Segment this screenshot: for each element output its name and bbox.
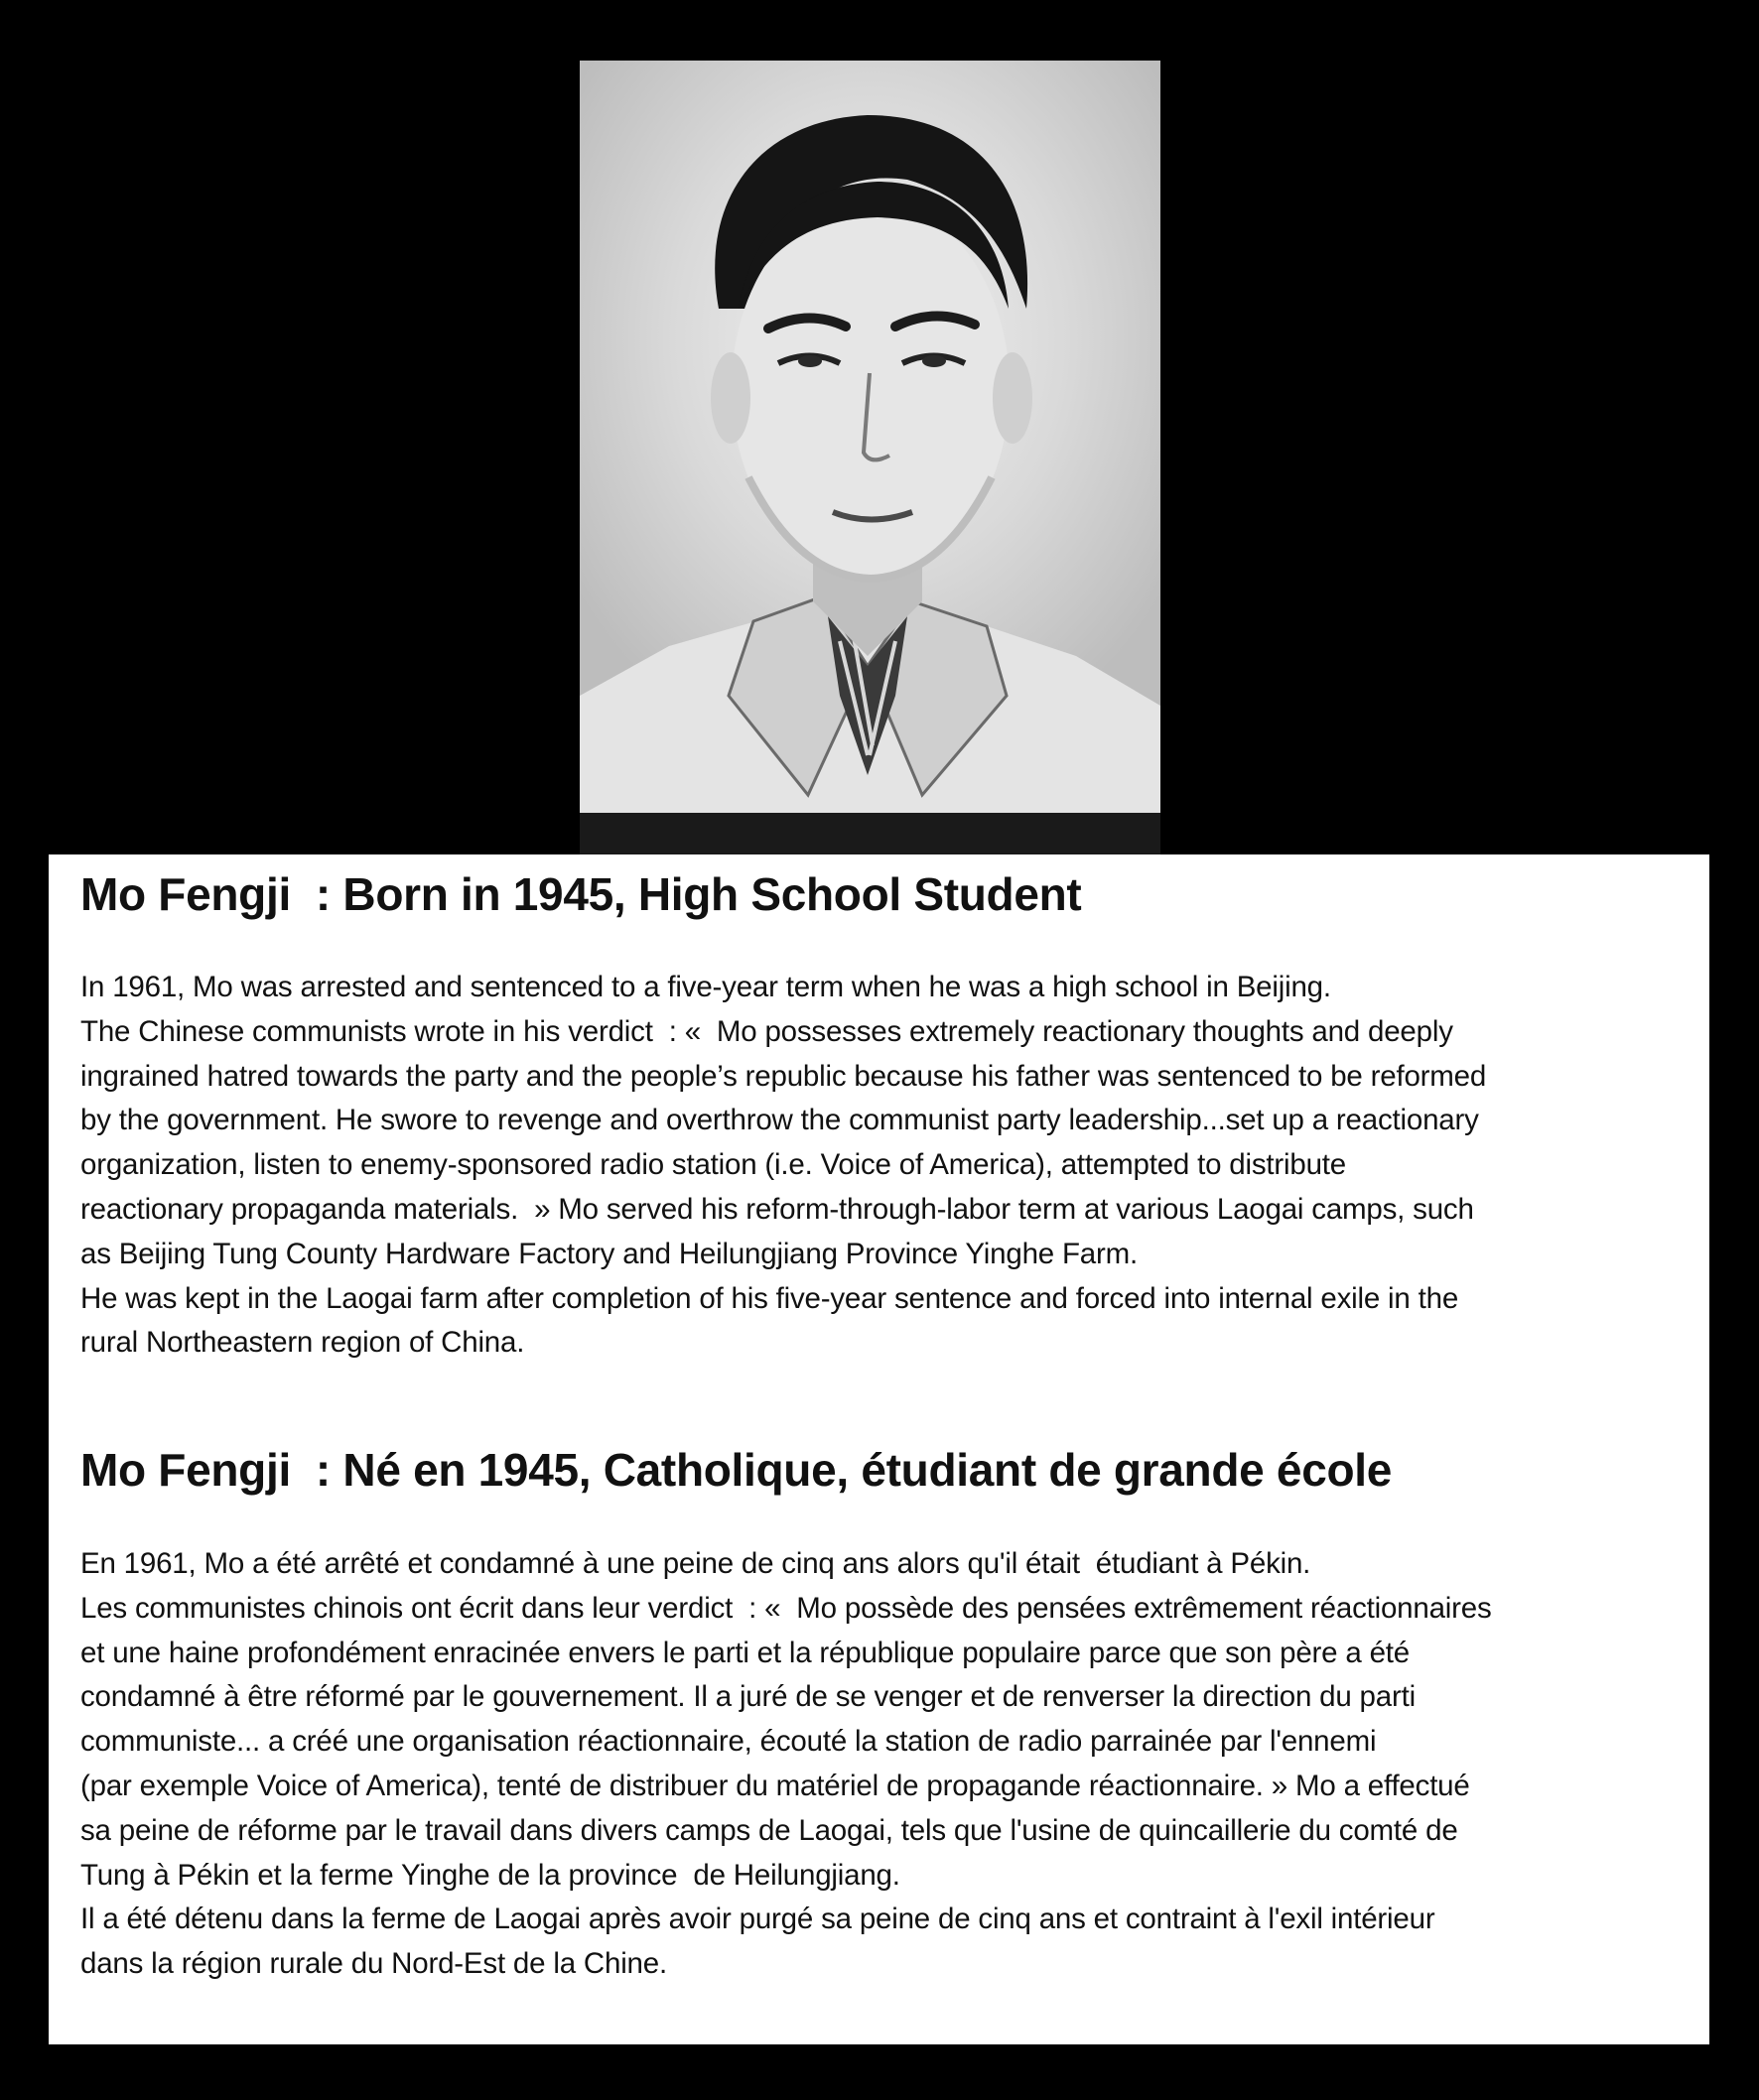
portrait-photo <box>580 61 1160 854</box>
english-line: In 1961, Mo was arrested and sentenced to a five-year term when he was a high school in Beijing. <box>80 971 1331 1003</box>
french-line: En 1961, Mo a été arrêté et condamné à une peine de cinq ans alors qu'il était étudiant à Pékin. <box>80 1547 1311 1580</box>
french-line: condamné à être réformé par le gouvernement. Il a juré de se venger et de renverser la direction du parti <box>80 1680 1416 1714</box>
french-line: dans la région rurale du Nord-Est de la Chine. <box>80 1947 667 1981</box>
english-paragraph <box>80 966 1698 1366</box>
french-line: et une haine profondément enracinée envers le parti et la république populaire parce que son père a été <box>80 1636 1410 1669</box>
french-paragraph <box>80 1542 1698 1987</box>
english-line: He was kept in the Laogai farm after completion of his five-year sentence and forced into internal exile in the <box>80 1281 1459 1315</box>
french-line: sa peine de réforme par le travail dans divers camps de Laogai, tels que l'usine de quincaillerie du comté de <box>80 1813 1458 1847</box>
english-line: reactionary propaganda materials. » Mo served his reform-through-labor term at various Laogai camps, such <box>80 1192 1474 1226</box>
english-line: by the government. He swore to revenge and overthrow the communist party leadership...set up a reactionary <box>80 1104 1479 1137</box>
french-line: (par exemple Voice of America), tenté de distribuer du matériel de propagande réactionnaire. » Mo a effectué <box>80 1769 1470 1802</box>
english-heading: Mo Fengji : Born in 1945, High School Student <box>80 868 1082 920</box>
english-line: as Beijing Tung County Hardware Factory and Heilungjiang Province Yinghe Farm. <box>80 1237 1138 1270</box>
text-panel <box>49 854 1709 2044</box>
french-line: Les communistes chinois ont écrit dans leur verdict : « Mo possède des pensées extrêmement réactionnaires <box>80 1591 1492 1625</box>
english-line: ingrained hatred towards the party and the people’s republic because his father was sentenced to be reformed <box>80 1059 1487 1093</box>
french-line: Tung à Pékin et la ferme Yinghe de la province de Heilungjiang. <box>80 1858 900 1892</box>
english-line: rural Northeastern region of China. <box>80 1326 525 1360</box>
french-line: communiste... a créé une organisation réactionnaire, écouté la station de radio parrainée par l'ennemi <box>80 1725 1377 1759</box>
english-line: organization, listen to enemy-sponsored radio station (i.e. Voice of America), attempted to distribute <box>80 1148 1347 1182</box>
french-line: Il a été détenu dans la ferme de Laogai après avoir purgé sa peine de cinq ans et contraint à l'exil intérieur <box>80 1903 1435 1936</box>
french-heading: Mo Fengji : Né en 1945, Catholique, étudiant de grande école <box>80 1444 1393 1496</box>
english-line: The Chinese communists wrote in his verdict : « Mo possesses extremely reactionary thoughts and deeply <box>80 1014 1453 1048</box>
portrait-illustration <box>580 61 1160 854</box>
